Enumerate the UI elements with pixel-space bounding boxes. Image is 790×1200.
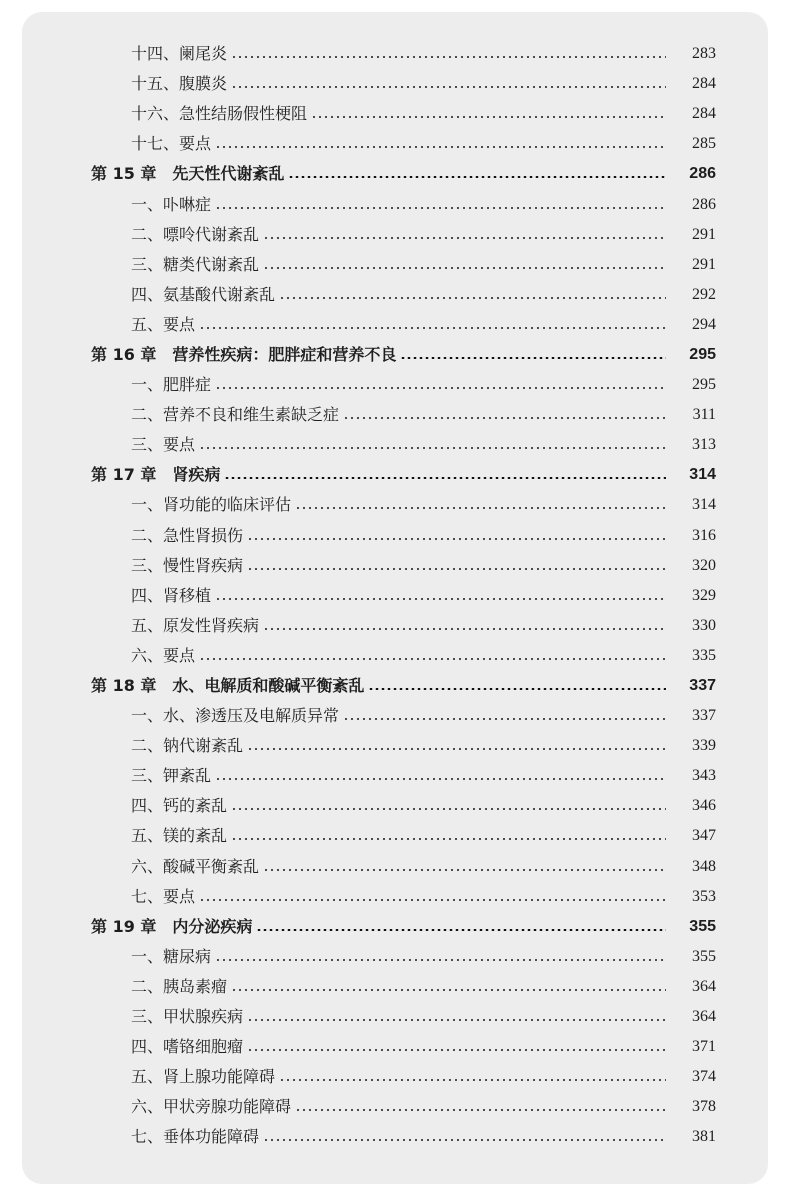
- toc-section-row: [22, 882, 768, 912]
- page-number: 286: [692, 195, 716, 213]
- dot-leader: [279, 1079, 666, 1081]
- page-number: 378: [692, 1098, 716, 1116]
- dot-leader: [215, 207, 666, 209]
- page-number: 346: [692, 797, 716, 815]
- chapter-heading: [91, 917, 252, 937]
- section-title: 一、肾功能的临床评估: [131, 495, 292, 515]
- dot-leader: [199, 658, 666, 660]
- page-number: 355: [689, 917, 716, 935]
- dot-leader: [215, 778, 666, 780]
- chapter-title: 水、电解质和酸碱平衡紊乱: [172, 676, 365, 696]
- toc-section-row: [22, 1002, 768, 1032]
- toc-section-row: [22, 701, 768, 731]
- section-title: 二、营养不良和维生素缺乏症: [131, 405, 340, 425]
- chapter-title: 先天性代谢紊乱: [172, 164, 285, 184]
- page-number: 314: [689, 466, 716, 484]
- section-title: 七、要点: [131, 886, 196, 906]
- section-title: 十四、阑尾炎: [131, 44, 228, 64]
- toc-chapter-row: [22, 340, 768, 370]
- toc-section-row: [22, 280, 768, 310]
- section-title: 六、酸碱平衡紊乱: [131, 856, 260, 876]
- chapter-number: 第 19 章: [91, 916, 157, 936]
- dot-leader: [215, 387, 666, 389]
- chapter-number: 第 17 章: [91, 465, 157, 485]
- page-number: 364: [692, 1008, 716, 1026]
- chapter-title: 肾疾病: [172, 465, 221, 485]
- chapter-number: 第 18 章: [91, 676, 157, 696]
- page-number: 374: [692, 1068, 716, 1086]
- section-title: 一、糖尿病: [131, 946, 212, 966]
- dot-leader: [231, 808, 666, 810]
- section-title: 四、钙的紊乱: [131, 796, 228, 816]
- toc-section-row: [22, 39, 768, 69]
- dot-leader: [231, 56, 666, 58]
- toc-chapter-row: [22, 912, 768, 942]
- toc-section-row: [22, 972, 768, 1002]
- toc-section-row: [22, 400, 768, 430]
- dot-leader: [247, 538, 666, 540]
- toc-chapter-row: [22, 460, 768, 490]
- page-number: 313: [692, 436, 716, 454]
- toc-section-row: [22, 430, 768, 460]
- dot-leader: [199, 899, 666, 901]
- toc-section-row: [22, 129, 768, 159]
- section-title: 二、急性肾损伤: [131, 525, 244, 545]
- section-title: 十七、要点: [131, 134, 212, 154]
- page-number: 335: [692, 646, 716, 664]
- section-title: 二、钠代谢紊乱: [131, 736, 244, 756]
- dot-leader: [368, 688, 666, 690]
- section-title: 五、要点: [131, 314, 196, 334]
- toc-section-row: [22, 370, 768, 400]
- section-title: 四、肾移植: [131, 585, 212, 605]
- dot-leader: [400, 357, 666, 359]
- dot-leader: [247, 568, 666, 570]
- section-title: 五、肾上腺功能障碍: [131, 1067, 276, 1087]
- page-number: 294: [692, 315, 716, 333]
- section-title: 五、镁的紊乱: [131, 826, 228, 846]
- dot-leader: [263, 237, 666, 239]
- dot-leader: [263, 869, 666, 871]
- section-title: 十六、急性结肠假性梗阻: [131, 104, 308, 124]
- page-number: 295: [689, 345, 716, 363]
- toc-section-row: [22, 581, 768, 611]
- toc-section-row: [22, 791, 768, 821]
- page-number: 347: [692, 827, 716, 845]
- toc-section-row: [22, 1092, 768, 1122]
- dot-leader: [247, 748, 666, 750]
- book-page: [22, 12, 768, 1184]
- section-title: 十五、腹膜炎: [131, 74, 228, 94]
- page-number: 337: [689, 677, 716, 695]
- page-number: 381: [692, 1128, 716, 1146]
- dot-leader: [215, 146, 666, 148]
- page-number: 285: [692, 135, 716, 153]
- toc-section-row: [22, 69, 768, 99]
- page-number: 330: [692, 616, 716, 634]
- section-title: 一、卟啉症: [131, 194, 212, 214]
- chapter-heading: [91, 345, 396, 365]
- page-number: 364: [692, 977, 716, 995]
- toc-section-row: [22, 1062, 768, 1092]
- page-number: 286: [689, 165, 716, 183]
- page-number: 284: [692, 75, 716, 93]
- dot-leader: [215, 598, 666, 600]
- toc-section-row: [22, 220, 768, 250]
- dot-leader: [263, 267, 666, 269]
- dot-leader: [288, 176, 666, 178]
- dot-leader: [231, 989, 666, 991]
- dot-leader: [256, 929, 666, 931]
- dot-leader: [343, 718, 666, 720]
- dot-leader: [199, 447, 666, 449]
- toc-section-row: [22, 99, 768, 129]
- page-number: 339: [692, 737, 716, 755]
- section-title: 七、垂体功能障碍: [131, 1127, 260, 1147]
- dot-leader: [295, 507, 666, 509]
- dot-leader: [231, 86, 666, 88]
- section-title: 六、甲状旁腺功能障碍: [131, 1097, 292, 1117]
- page-number: 314: [692, 496, 716, 514]
- page-number: 355: [692, 947, 716, 965]
- toc-section-row: [22, 731, 768, 761]
- section-title: 二、胰岛素瘤: [131, 976, 228, 996]
- chapter-title: 内分泌疾病: [172, 916, 253, 936]
- chapter-heading: [91, 164, 284, 184]
- toc-section-row: [22, 611, 768, 641]
- page-number: 353: [692, 887, 716, 905]
- chapter-heading: [91, 676, 364, 696]
- dot-leader: [247, 1049, 666, 1051]
- toc-section-row: [22, 250, 768, 280]
- section-title: 一、肥胖症: [131, 375, 212, 395]
- dot-leader: [231, 838, 666, 840]
- toc-section-row: [22, 521, 768, 551]
- dot-leader: [343, 417, 666, 419]
- section-title: 二、嘌呤代谢紊乱: [131, 224, 260, 244]
- toc-chapter-row: [22, 159, 768, 189]
- section-title: 四、嗜铬细胞瘤: [131, 1037, 244, 1057]
- dot-leader: [311, 116, 666, 118]
- toc-section-row: [22, 490, 768, 520]
- page-number: 316: [692, 526, 716, 544]
- toc-section-row: [22, 310, 768, 340]
- page-number: 329: [692, 586, 716, 604]
- section-title: 三、钾紊乱: [131, 766, 212, 786]
- toc-section-row: [22, 641, 768, 671]
- toc-section-row: [22, 1032, 768, 1062]
- page-number: 320: [692, 556, 716, 574]
- toc-section-row: [22, 551, 768, 581]
- table-of-contents: [22, 39, 768, 1152]
- page-number: 371: [692, 1038, 716, 1056]
- dot-leader: [224, 477, 666, 479]
- page-number: 343: [692, 767, 716, 785]
- page-number: 311: [692, 406, 716, 424]
- chapter-title: 营养性疾病：肥胖症和营养不良: [172, 344, 397, 364]
- toc-section-row: [22, 189, 768, 219]
- chapter-heading: [91, 465, 220, 485]
- page-number: 348: [692, 857, 716, 875]
- page-number: 292: [692, 285, 716, 303]
- section-title: 四、氨基酸代谢紊乱: [131, 284, 276, 304]
- toc-section-row: [22, 761, 768, 791]
- dot-leader: [215, 959, 666, 961]
- dot-leader: [247, 1019, 666, 1021]
- section-title: 三、甲状腺疾病: [131, 1007, 244, 1027]
- dot-leader: [295, 1109, 666, 1111]
- chapter-number: 第 15 章: [91, 164, 157, 184]
- page-number: 337: [692, 707, 716, 725]
- toc-section-row: [22, 821, 768, 851]
- section-title: 一、水、渗透压及电解质异常: [131, 706, 340, 726]
- section-title: 三、慢性肾疾病: [131, 555, 244, 575]
- page-number: 295: [692, 376, 716, 394]
- page-number: 291: [692, 255, 716, 273]
- toc-section-row: [22, 852, 768, 882]
- toc-section-row: [22, 1122, 768, 1152]
- page-number: 283: [692, 45, 716, 63]
- toc-chapter-row: [22, 671, 768, 701]
- page-number: 284: [692, 105, 716, 123]
- dot-leader: [263, 1139, 666, 1141]
- section-title: 三、要点: [131, 435, 196, 455]
- dot-leader: [263, 628, 666, 630]
- section-title: 六、要点: [131, 645, 196, 665]
- dot-leader: [199, 327, 666, 329]
- section-title: 五、原发性肾疾病: [131, 615, 260, 635]
- dot-leader: [279, 297, 666, 299]
- toc-section-row: [22, 942, 768, 972]
- chapter-number: 第 16 章: [91, 344, 157, 364]
- section-title: 三、糖类代谢紊乱: [131, 254, 260, 274]
- page-number: 291: [692, 225, 716, 243]
